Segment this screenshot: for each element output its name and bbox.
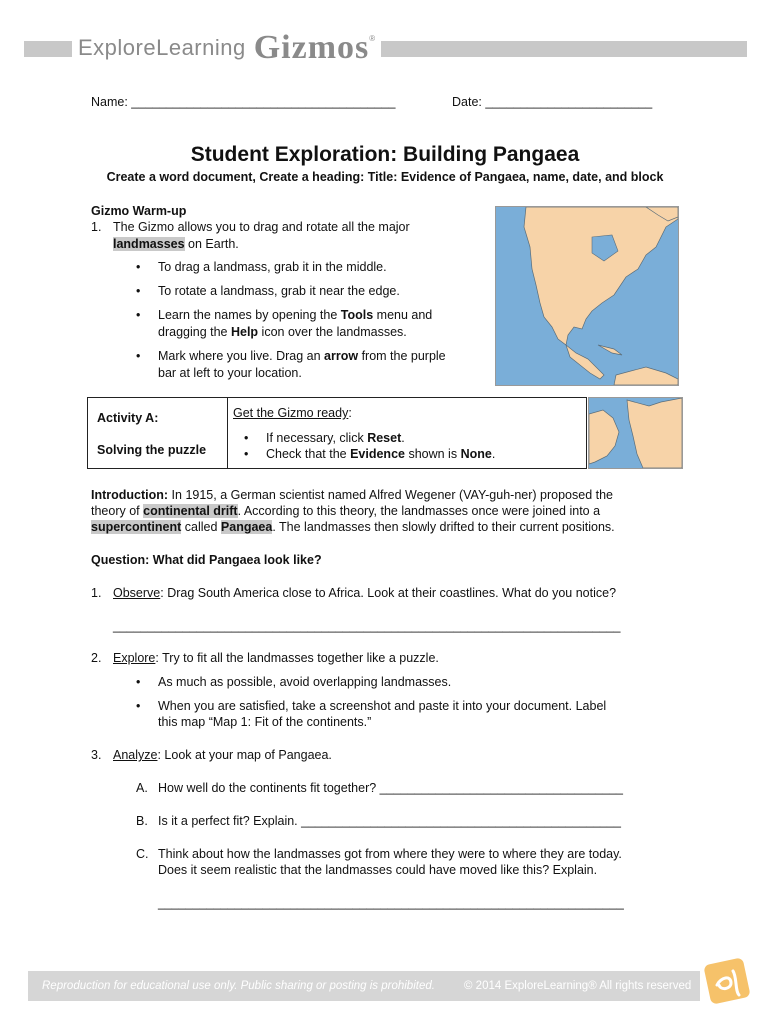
page-title: Student Exploration: Building Pangaea — [190, 143, 580, 166]
ready-colon: : — [348, 406, 352, 420]
gizmo-ready-title — [233, 406, 352, 420]
bullet-text: dragging the — [158, 325, 231, 339]
product-name: Gizmos — [253, 29, 370, 66]
activity-label: Activity A: — [97, 411, 159, 425]
q1-prompt: : Drag South America close to Africa. Look at their coastlines. What do you notice? — [160, 586, 617, 600]
q2-keyword: Explore — [113, 651, 156, 665]
q3c-answer-line[interactable]: ___________________________________________________________________ — [158, 896, 624, 910]
brand-name: ExploreLearning — [78, 35, 246, 60]
q3b-text[interactable]: Is it a perfect fit? Explain. ______________________________________________ — [158, 814, 621, 828]
q2-prompt: : Try to fit all the landmasses together like a puzzle. — [155, 651, 439, 665]
q3a-label: A. — [136, 781, 148, 795]
q3c-label: C. — [136, 847, 149, 861]
bold-evidence: Evidence — [350, 447, 405, 461]
ready-step-reset — [266, 431, 405, 445]
registered-mark: ® — [369, 34, 376, 43]
q2-text — [113, 651, 439, 665]
warmup-item-text-2 — [113, 237, 239, 251]
intro-line-3 — [91, 520, 615, 534]
highlight-supercontinent: supercontinent — [91, 520, 182, 534]
q1-text — [113, 586, 616, 600]
warmup-bullet-mark-2: bar at left to your location. — [158, 366, 302, 380]
footer-reproduction-notice: Reproduction for educational use only. Public sharing or posting is prohibited. — [42, 980, 435, 992]
highlight-continental-drift: continental drift — [143, 504, 238, 518]
q3-keyword: Analyze — [113, 748, 158, 762]
warmup-bullet-names-2 — [158, 325, 407, 339]
bullet-text: from the purple — [358, 349, 446, 363]
warmup-item-number: 1. — [91, 220, 102, 234]
step-text: If necessary, click — [266, 431, 368, 445]
highlight-landmasses: landmasses — [113, 237, 185, 251]
explorelearning-badge-icon — [703, 955, 753, 1005]
warmup-bullet-drag: • To drag a landmass, grab it in the middle. — [158, 260, 387, 274]
bullet-text: Learn the names by opening the — [158, 308, 341, 322]
warmup-heading: Gizmo Warm-up — [91, 204, 187, 218]
q2-number: 2. — [91, 651, 102, 665]
q2-bullet-screenshot-2: this map “Map 1: Fit of the continents.” — [158, 715, 372, 729]
bold-none: None — [460, 447, 492, 461]
intro-text: . According to this theory, the landmasses once were joined into a — [237, 504, 601, 518]
warmup-bullet-mark — [158, 349, 446, 363]
activity-name: Solving the puzzle — [97, 443, 207, 457]
ready-step-evidence — [266, 447, 495, 461]
step-text: . — [491, 447, 496, 461]
step-text: Check that the — [266, 447, 351, 461]
warmup-bullet-rotate: • To rotate a landmass, grab it near the edge. — [158, 284, 400, 298]
bullet-text: menu and — [373, 308, 433, 322]
ready-title-text: Get the Gizmo ready — [233, 406, 349, 420]
warmup-bullet-names — [158, 308, 432, 322]
north-america-map — [495, 206, 679, 386]
q3c-text: Think about how the landmasses got from where they were to where they are today. — [158, 847, 622, 861]
intro-text: . The landmasses then slowly drifted to their current positions. — [272, 520, 615, 534]
badge-tile — [703, 957, 750, 1004]
bullet-text: Mark where you live. Drag an — [158, 349, 325, 363]
q3-text — [113, 748, 332, 762]
activity-map-thumbnail — [588, 397, 683, 469]
q3-number: 3. — [91, 748, 102, 762]
q3c-text-2: Does it seem realistic that the landmasses could have moved like this? Explain. — [158, 863, 598, 877]
intro-text: called — [181, 520, 221, 534]
intro-line-1 — [91, 488, 613, 502]
q2-bullet-overlap: • As much as possible, avoid overlapping landmasses. — [158, 675, 451, 689]
header-bar-left — [24, 41, 72, 57]
page-subtitle: Create a word document, Create a heading: Title: Evidence of Pangaea, name, date, and block — [106, 170, 664, 184]
bullet-text: icon over the landmasses. — [258, 325, 407, 339]
footer-copyright: © 2014 ExploreLearning® All rights reserved — [464, 980, 692, 992]
q3a-text[interactable]: How well do the continents fit together? ___________________________________ — [158, 781, 623, 795]
explorelearning-gizmos-logo — [72, 28, 381, 68]
header-bar-right — [380, 41, 747, 57]
date-field[interactable]: Date: ________________________ — [452, 95, 653, 109]
q2-bullet-screenshot: • When you are satisfied, take a screenshot and paste it into your document. Label — [158, 699, 606, 713]
step-text: . — [401, 431, 405, 445]
warmup-text-part: The Gizmo allows you to drag and rotate all the major — [113, 220, 410, 234]
intro-line-2 — [91, 504, 600, 518]
q3b-label: B. — [136, 814, 148, 828]
bold-reset: Reset — [367, 431, 402, 445]
q1-number: 1. — [91, 586, 102, 600]
name-field[interactable]: Name: ______________________________________ — [91, 95, 396, 109]
question-heading: Question: What did Pangaea look like? — [91, 553, 322, 567]
intro-text: In 1915, a German scientist named Alfred Wegener (VAY-guh-ner) proposed the — [168, 488, 614, 502]
step-text: shown is — [404, 447, 461, 461]
bold-tools: Tools — [340, 308, 374, 322]
warmup-item-text — [113, 220, 410, 234]
q3-prompt: : Look at your map of Pangaea. — [157, 748, 332, 762]
activity-divider — [227, 397, 228, 468]
highlight-pangaea: Pangaea — [220, 520, 273, 534]
q1-answer-line[interactable]: _________________________________________________________________________ — [113, 619, 621, 633]
q1-keyword: Observe — [113, 586, 161, 600]
bold-help: Help — [230, 325, 259, 339]
bold-arrow: arrow — [324, 349, 359, 363]
intro-label: Introduction: — [91, 488, 169, 502]
intro-text: theory of — [91, 504, 144, 518]
warmup-text-part: on Earth. — [184, 237, 239, 251]
